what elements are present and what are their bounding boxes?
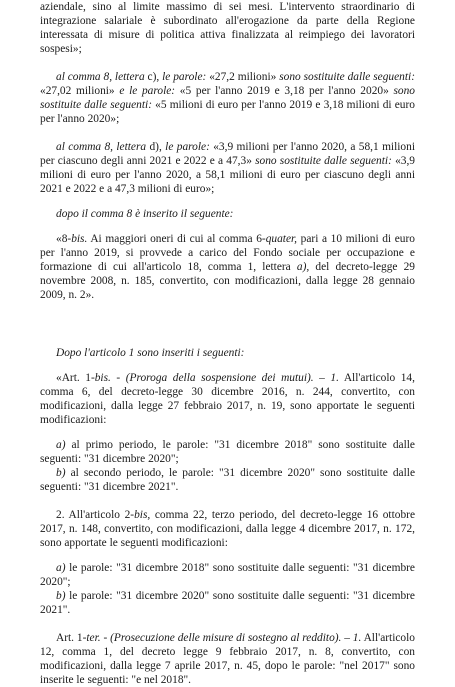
text: All'articolo 12, comma 1, del decreto legge 9 febbraio 2017, n. 8, convertito, con modificazioni, dalla legge 7 aprile 2017, n. 45, dopo le parole: "nel 2017" sono inserite le seguenti: "e nel 2018". (40, 632, 415, 686)
text-italic: bis. - (Proroga della sospensione dei mutui). – 1. (94, 372, 339, 384)
text-italic: al comma 8, lettera (56, 141, 147, 153)
text-quote: «5 milioni di euro per l'anno 2019 e 3,18 milioni di euro per l'anno 2020»; (40, 99, 415, 125)
text: comma 22, terzo periodo, del decreto-legge 16 ottobre 2017, n. 148, convertito, con modificazioni, dalla legge 4 dicembre 2017, n. 172, sono apportate le seguenti modificazioni: (40, 509, 416, 549)
text: «8- (56, 233, 72, 245)
paragraph-art-1-bis (40, 371, 415, 427)
text-letter: d), (146, 141, 166, 153)
text-quote: «27,2 milioni» (206, 71, 280, 83)
text-italic: al comma 8, lettera (56, 71, 145, 83)
text: le parole: "31 dicembre 2020" sono sostituite dalle seguenti: "31 dicembre 2021". (40, 590, 415, 616)
text: del decreto-legge 29 novembre 2008, n. 185, convertito, con modificazioni, dalla legge 28 gennaio 2009, n. 2». (40, 261, 415, 301)
text-italic: e le parole: (119, 85, 176, 97)
text-italic: bis. (71, 233, 88, 245)
text-letter: c), (144, 71, 163, 83)
item-letter: b) (56, 467, 66, 479)
text: pari a 10 milioni di euro per l'anno 2019, si provvede a carico del Fondo sociale per occupazione e formazione di cui all'articolo 18, comma 1, lettera (40, 233, 415, 273)
text: 2. All'articolo 2- (56, 509, 135, 521)
item-letter: a) (56, 562, 66, 574)
paragraph-art-1-ter (40, 631, 415, 687)
text-italic: sono sostituite dalle seguenti: (40, 85, 416, 111)
item-letter: b) (56, 590, 66, 602)
text: al secondo periodo, le parole: "31 dicembre 2020" sono sostituite dalle seguenti: "31 dicembre 2021". (40, 467, 415, 493)
paragraph-item-b-2 (40, 589, 415, 617)
paragraph-item-a-2 (40, 561, 415, 589)
paragraph-item-a (40, 438, 415, 466)
paragraph-comma-8-d (40, 140, 415, 196)
text-italic: quater, (265, 233, 298, 245)
text: Ai maggiori oneri di cui al comma 6- (87, 233, 266, 245)
text: All'articolo 14, comma 6, del decreto-legge 30 dicembre 2016, n. 244, convertito, con modificazioni, dalla legge 27 febbraio 2017, n. 19, sono apportate le seguenti modificazioni: (40, 372, 415, 426)
text-italic: le parole: (162, 71, 207, 83)
paragraph-comma-8-c (40, 70, 415, 126)
text-quote: «27,02 milioni» (40, 85, 120, 97)
text-quote: «5 per l'anno 2019 e 3,18 per l'anno 2020» (175, 85, 394, 97)
paragraph-dopo-comma-8: dopo il comma 8 è inserito il seguente: (56, 208, 234, 220)
item-letter: a) (56, 439, 66, 451)
paragraph-item-b (40, 466, 415, 494)
text-quote: «3,9 milioni per l'anno 2020, a 58,1 milioni per ciascuno degli anni 2021 e 2022 e a 47,3» (40, 141, 415, 167)
paragraph-comma-2 (40, 508, 415, 550)
text: al primo periodo, le parole: "31 dicembre 2018" sono sostituite dalle seguenti: "31 dicembre 2020"; (40, 439, 415, 465)
text: le parole: "31 dicembre 2018" sono sostituite dalle seguenti: "31 dicembre 2020"; (40, 562, 415, 588)
text-quote: «3,9 milioni di euro per l'anno 2020, a 58,1 milioni di euro per ciascuno degli anni 2021 e 2022 e a 47,3 milioni di euro»; (40, 155, 416, 195)
paragraph-comma-8-bis (40, 232, 415, 302)
paragraph-intro: aziendale, sino al limite massimo di sei mesi. L'intervento straordinario di integrazione salariale è subordinato all'erogazione da parte della Regione interessata di misure di politica attiva finalizzata al reimpiego dei lavoratori sospesi»; (40, 1, 415, 55)
text-italic: ter. - (Prosecuzione delle misure di sostegno al reddito). – 1. (86, 632, 362, 644)
text: Art. 1- (56, 632, 87, 644)
text-italic: le parole: (165, 141, 210, 153)
paragraph-dopo-articolo-1: Dopo l'articolo 1 sono inseriti i seguenti: (56, 347, 245, 359)
text-italic: bis, (134, 509, 151, 521)
text-italic: a), (296, 261, 310, 273)
text-italic: sono sostituite dalle seguenti: (255, 155, 392, 167)
text: «Art. 1- (56, 372, 95, 384)
text-italic: sono sostituite dalle seguenti: (279, 71, 415, 83)
